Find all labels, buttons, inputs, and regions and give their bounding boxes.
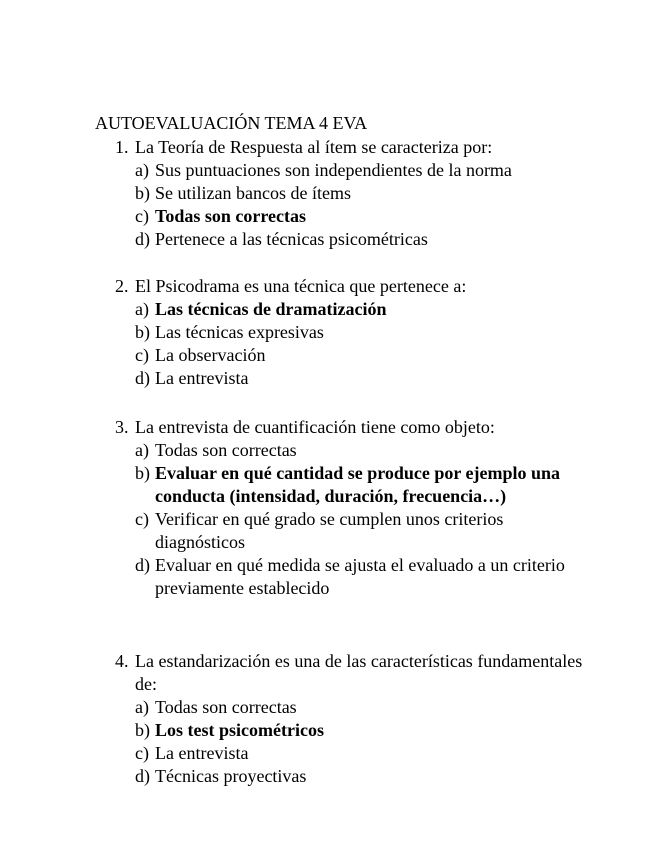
option-d	[135, 367, 585, 390]
option-letter: a)	[135, 440, 149, 460]
option-text: Técnicas proyectivas	[155, 766, 307, 786]
option-a-correct	[135, 298, 585, 321]
question-text	[115, 136, 585, 159]
option-text: Pertenece a las técnicas psicométricas	[155, 229, 428, 249]
option-letter: b)	[135, 463, 150, 483]
option-c	[135, 742, 585, 765]
option-letter: d)	[135, 555, 150, 575]
option-text-correct: Evaluar en qué cantidad se produce por ejemplo una conducta (intensidad, duración, frecuencia…)	[155, 463, 561, 506]
question-text	[115, 416, 585, 439]
question-2	[115, 275, 585, 390]
option-b	[135, 182, 585, 205]
question-number: 1.	[115, 137, 129, 157]
option-letter: c)	[135, 206, 149, 226]
option-c	[135, 344, 585, 367]
option-d	[135, 228, 585, 251]
option-d	[135, 554, 585, 600]
option-a	[135, 159, 585, 182]
option-b	[135, 321, 585, 344]
option-letter: b)	[135, 183, 150, 203]
question-label: La Teoría de Respuesta al ítem se caracteriza por:	[135, 137, 493, 157]
question-label: La estandarización es una de las características fundamentales de:	[135, 651, 583, 694]
question-3	[115, 416, 585, 600]
document-title: AUTOEVALUACIÓN TEMA 4 EVA	[95, 113, 368, 133]
option-a	[135, 696, 585, 719]
option-text: La entrevista	[155, 368, 249, 388]
option-text: La entrevista	[155, 743, 249, 763]
option-b-correct	[135, 462, 585, 508]
option-text-correct: Las técnicas de dramatización	[155, 299, 387, 319]
option-letter: c)	[135, 509, 149, 529]
option-letter: b)	[135, 720, 150, 740]
option-b-correct	[135, 719, 585, 742]
option-text: Las técnicas expresivas	[155, 322, 324, 342]
option-letter: c)	[135, 743, 149, 763]
question-4	[115, 650, 585, 788]
option-text-correct: Todas son correctas	[155, 206, 307, 226]
question-number: 3.	[115, 417, 129, 437]
option-letter: a)	[135, 299, 149, 319]
option-letter: a)	[135, 160, 149, 180]
question-number: 2.	[115, 276, 129, 296]
option-letter: d)	[135, 368, 150, 388]
option-text: Todas son correctas	[155, 697, 297, 717]
option-a	[135, 439, 585, 462]
option-letter: d)	[135, 229, 150, 249]
option-letter: d)	[135, 766, 150, 786]
question-number: 4.	[115, 651, 129, 671]
option-d	[135, 765, 585, 788]
option-letter: b)	[135, 322, 150, 342]
option-text-correct: Los test psicométricos	[155, 720, 324, 740]
option-letter: a)	[135, 697, 149, 717]
option-text: Verificar en qué grado se cumplen unos criterios diagnósticos	[155, 509, 504, 552]
question-text	[115, 275, 585, 298]
question-1	[115, 136, 585, 251]
option-text: Se utilizan bancos de ítems	[155, 183, 351, 203]
option-text: Todas son correctas	[155, 440, 297, 460]
question-label: El Psicodrama es una técnica que pertenece a:	[135, 276, 467, 296]
option-text: Sus puntuaciones son independientes de la norma	[155, 160, 512, 180]
option-c-correct	[135, 205, 585, 228]
question-text	[115, 650, 585, 696]
question-label: La entrevista de cuantificación tiene como objeto:	[135, 417, 495, 437]
option-text: La observación	[155, 345, 266, 365]
option-c	[135, 508, 585, 554]
option-letter: c)	[135, 345, 149, 365]
option-text: Evaluar en qué medida se ajusta el evaluado a un criterio previamente establecido	[155, 555, 565, 598]
